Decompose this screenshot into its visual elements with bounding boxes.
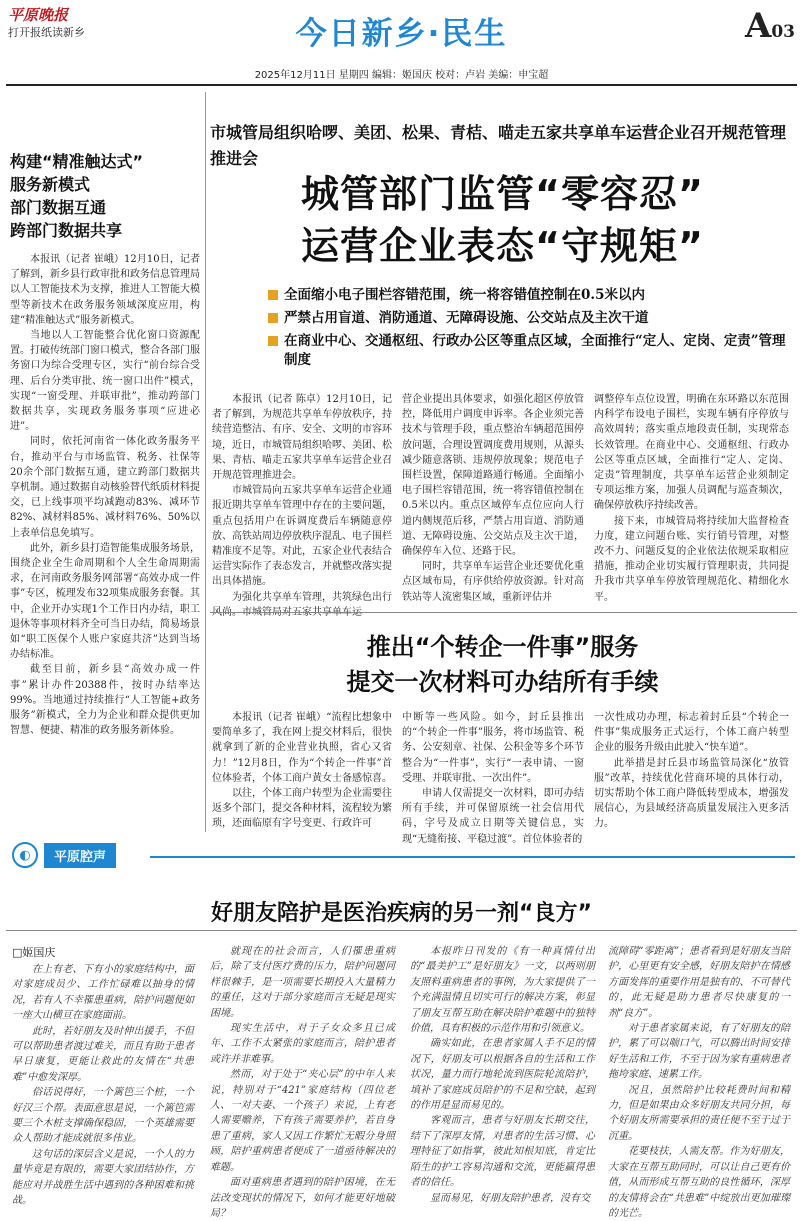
side-paragraph: 截至目前，新乡县“高效办成一件事”累计办件20388件，按时办结率达99%。当地通过持续推行“人工智能+政务服务”新模式，全力为企业和群众提供更加智慧、便捷、精准的政务服务新体验。 — [10, 664, 200, 737]
side-headline-line: 构建“精准触达式” — [10, 152, 144, 171]
side-paragraph: 当地以人工智能整合优化窗口资源配置。打破传统部门窗口模式，整合各部门服务窗口为综合受理专区，实行“前台综合受理、后台分类审批、统一窗口出件”模式，实现“一窗受理、并联审批”，推动跨部门数据共享，实现政务服务事项“应进必进”。 — [10, 330, 200, 433]
essay-paragraph: 流障碍“零距离”；患者看到是好朋友当陪护，心里更有安全感，好朋友陪护在情感方面发挥的重要作用是独有的、不可替代的，此无疑是助力患者尽快康复的一剂“良方”。 — [608, 946, 790, 1019]
essay-paragraph: 这句话的深层含义是说，一个人的力量毕竟是有限的，需要大家团结协作，方能应对并战胜生活中遇到的各种困难和挑战。 — [12, 1148, 194, 1207]
side-headline-line: 服务新模式 — [10, 175, 91, 194]
essay-paragraph: 本报昨日刊发的《有一种真情付出的“最美护工”是好朋友》一文，以两则朋友照料重病患者的事例，为大家提供了一个充满温情且切实可行的解决方案，彰显了朋友互帮互助在解决陪护难题中的独特价值，具有积极的示范作用和引领意义。 — [410, 946, 595, 1035]
second-column-3 — [594, 710, 789, 832]
essay-paragraph: 显而易见，好朋友陪护患者，没有交 — [430, 1192, 590, 1204]
square-bullet-icon — [268, 290, 278, 300]
lead-paragraph: 本报讯（记者 陈卓）12月10日，记者了解到，为规范共享单车停放秩序，持续营造整洁、有序、安全、文明的市容环境，近日，市城管局组织哈啰、美团、松果、青桔、喵走五家共享单车运营企业召开规范管理推进会。 — [212, 394, 392, 482]
lead-kicker: 市城管局组织哈啰、美团、松果、青桔、喵走五家共享单车运营企业召开规范管理推进会 — [210, 123, 787, 168]
lead-bullet — [268, 332, 788, 370]
essay-rule — [6, 930, 797, 931]
second-headline-line: 提交一次材料可办结所有手续 — [346, 668, 659, 696]
page-number — [745, 6, 795, 46]
story-divider — [210, 612, 797, 613]
second-paragraph: 中断等一些风险。如今，封丘县推出的“个转企一件事”服务，将市场监管、税务、公安刻章、社保、公积金等多个环节整合为“一件事”，实行“一表申请、一窗受理、并联审批、一次出件”。 — [402, 712, 584, 784]
essay-column-4 — [608, 944, 790, 1221]
lead-bullets — [268, 286, 788, 374]
column-divider — [205, 92, 206, 832]
second-paragraph: 申请人仅需提交一次材料，即可办结所有手续，并可保留原统一社会信用代码，字号及成立日期等关键信息，实现“无缝衔接、平稳过渡”。首位体验者的 — [402, 788, 584, 845]
lead-bullet-text: 在商业中心、交通枢纽、行政办公区等重点区域，全面推行“定人、定岗、定责”管理制度 — [284, 333, 786, 368]
lead-headline-line: 城管部门监管“零容忍” — [301, 172, 704, 216]
square-bullet-icon — [268, 313, 278, 323]
essay-paragraph: 对于患者家属来说，有了好朋友的陪护，累了可以喘口气，可以腾出时间安排好生活和工作，不至于因为家有重病患者拖垮家庭、速累工作。 — [608, 1023, 790, 1081]
essay-paragraph: 况且，虽然陪护比较耗费时间和精力，但是如果由众多好朋友共同分担，每个好朋友所需要承担的责任便不至于过于沉重。 — [608, 1084, 790, 1142]
section-title: 今日新乡·民生 — [295, 16, 508, 52]
lead-bullet — [268, 309, 788, 328]
side-paragraph: 同时，依托河南省一体化政务服务平台，推动平台与市场监管、税务、社保等20余个部门数据互通，建立跨部门数据共享机制。通过数据自动核验替代纸质材料提交，已上线事项平均减跑动83%、减环节82%、减材料85%、减材料76%、50%以上表单信息免填写。 — [10, 436, 200, 539]
column-logo-icon: ◐ — [12, 842, 38, 868]
dateline: 2025年12月11日 星期四 编辑：姬国庆 校对：卢岩 美编：申宝超 — [254, 70, 549, 81]
essay-column-1 — [12, 962, 194, 1209]
masthead-rule — [6, 84, 797, 86]
lead-paragraph: 接下来，市城管局将持续加大监督检查力度，建立问题台账、实行销号管理，对整改不力、问题反复的企业依法依规采取相应措施，推动企业切实履行管理职责，共同提升我市共享单车停放管理规范化、精细化水平。 — [594, 515, 789, 603]
second-paragraph: 以往，个体工商户转型为企业需要往返多个部门，提交各种材料，流程较为繁琐，还面临原有字号变更、行政许可 — [212, 788, 392, 830]
lead-paragraph: 调整停车点位设置，明确在东环路以东范围内科学布设电子围栏，实现车辆有序停放与高效周转；落实重点地段责任制，实现常态长效管理。在商业中心、交通枢纽、行政办公区等重点区域，全面推行“定人、定岗、定责”管理制度，共享单车运营企业须制定专项运维方案，加强人员调配与巡查频次，确保停放秩序持续改善。 — [594, 394, 789, 512]
column-tag-label: 平原腔声 — [44, 843, 116, 868]
second-paragraph: 本报讯（记者 崔峨）“流程比想象中要简单多了，我在网上提交材料后，很快就拿到了新的企业营业执照，省心又省力！”12月8日，作为“个转企一件事”首位体验者，个体工商户黄女士备感惊喜。 — [212, 712, 392, 784]
lead-headline-line: 运营企业表态“守规矩” — [301, 224, 704, 268]
essay-paragraph: 此时，若好朋友及时伸出援手，不但可以帮助患者渡过难关，而且有助于患者早日康复，更能让救此的友情在“共患难”中愈发深厚。 — [12, 1025, 194, 1083]
essay-headline: 好朋友陪护是医治疾病的另一剂“良方” — [211, 901, 592, 926]
second-paragraph: 此举措是封丘县市场监管局深化“放管服”改革，持续优化营商环境的具体行动，切实帮助个体工商户降低转型成本，增强发展信心，为县域经济高质量发展注入更多活力。 — [594, 757, 789, 830]
lead-bullet-text: 全面缩小电子围栏容错范围，统一将容错值控制在0.5米以内 — [284, 287, 645, 303]
lead-bullet-text: 严禁占用盲道、消防通道、无障碍设施、公交站点及主次干道 — [284, 310, 649, 326]
lead-column-3 — [594, 392, 789, 605]
essay-paragraph: 然而，对于处于“夹心层”的中年人来说，特别对于“421”家庭结构（四位老人、一对夫妻、一个孩子）来说，上有老人需要赡养，下有孩子需要养护，若自身患了重病，家人又因工作繁忙无暇分身照顾，陪护重病患者便成了一道亟待解决的难题。 — [210, 1069, 395, 1173]
side-paragraph: 本报讯（记者 崔峨）12月10日，记者了解到，新乡县行政审批和政务信息管理局以人工智能技术为支撑，推进人工智能大模型等新技术在政务服务领域深度应用，构建“精准触达式”服务新模式。 — [10, 254, 200, 326]
essay-column-2 — [210, 944, 395, 1221]
essay-author: □姬国庆 — [12, 946, 56, 959]
essay-paragraph: 面对重病患者遇到的陪护困境，在无法改变现状的情况下，如何才能更好地破局？ — [210, 1177, 395, 1219]
essay-paragraph: 确实如此，在患者家属人手不足的情况下，好朋友可以根据各自的生活和工作状况，量力而行地轮流到医院轮流陪护，填补了家庭成员陪护的不足和空缺，起到的作用是显而易见的。 — [410, 1038, 595, 1112]
square-bullet-icon — [268, 336, 278, 346]
lead-headline — [210, 168, 795, 272]
side-paragraph: 此外，新乡县打造智能集成服务场景，围绕企业全生命周期和个人全生命周期需求，在河南政务服务网部署“高效办成一件事”专区，梳理发布32项集成服务套餐。其中，企业开办实现1个工作日内办结，职工退休等事项材料齐全可当日办结，简易场景如“职工医保个人账户家庭共济”达到当场办结标准。 — [10, 542, 200, 661]
second-headline — [210, 630, 795, 700]
second-paragraph: 一次性成功办理，标志着封丘县“个转企一件事”集成服务正式运行，个体工商户转型企业的服务升级由此驶入“快车道”。 — [594, 712, 789, 754]
essay-paragraph: 在上有老、下有小的家庭结构中，面对家庭成员少、工作忙碌难以抽身的情况，若有人不幸罹患重病，陪护问题便如一座大山横亘在家庭面前。 — [12, 964, 194, 1022]
side-story-headline — [10, 150, 200, 242]
essay-paragraph: 现实生活中，对于子女众多且已成年、工作不太紧张的家庭而言，陪护患者或许并非难事。 — [210, 1023, 395, 1065]
paper-slogan: 打开报纸读新乡 — [8, 26, 85, 39]
essay-paragraph: 花要枝扶，人需友帮。作为好朋友，大家在互帮互助同时，可以让自己更有价值，从而形成互帮互助的良性循环，深厚的友情将会在“共患难”中绽放出更加璀璨的光芒。 — [608, 1146, 790, 1219]
second-column-1 — [212, 710, 392, 832]
column-tag — [12, 842, 116, 868]
lead-bullet — [268, 286, 788, 305]
second-column-2 — [402, 710, 584, 847]
second-headline-line: 推出“个转企一件事”服务 — [366, 633, 639, 661]
side-headline-line: 部门数据互通 — [10, 198, 107, 217]
lead-paragraph: 为强化共享单车管理，共筑绿色出行风尚。市城管局对五家共享单车运 — [212, 591, 392, 618]
lead-column-2 — [402, 392, 584, 605]
lead-paragraph: 市城管局向五家共享单车运营企业通报近期共享单车管理中存在的主要问题，重点包括用户在诉调度费后车辆随意停放、高铁站周边停放秩序混乱、电子围栏精准度不足等。对此，五家企业代表结合运营实际作了表态发言，并就整改落实提出具体措施。 — [212, 485, 392, 588]
essay-paragraph: 客观而言，患者与好朋友长期交往，结下了深厚友情，对患者的生活习惯、心理特征了如指掌，彼此知根知底，肯定比陌生的护工容易沟通和交流，更能赢得患者的信任。 — [410, 1115, 595, 1189]
side-headline-line: 跨部门数据共享 — [10, 221, 123, 240]
page-digits: 03 — [771, 22, 795, 42]
lead-paragraph: 营企业提出具体要求，如强化超区停放管控，降低用户调度申诉率。各企业须完善技术与管理手段，重点整治车辆超范围停放问题，合理设置调度费用规则，从源头减少随意落锁、违规停放现象；规范电子围栏设置，保障道路通行畅通。全面缩小电子围栏容错范围，统一将容错值控制在0.5米以内。重点区域停车点位应向人行道内侧规范后移，严禁占用盲道、消防通道、无障碍设施、公交站点及主次干道，确保停车入位、还路于民。 — [402, 394, 584, 558]
essay-column-3 — [410, 944, 595, 1206]
paper-name: 平原晚报 — [8, 6, 69, 24]
essay-paragraph: 俗话说得好，一个篱笆三个桩，一个好汉三个帮。表面意思是说，一个篱笆需要三个木桩支撑确保稳固，一个英雄需要众人帮助才能成就很多伟业。 — [12, 1087, 194, 1145]
essay-paragraph: 就现在的社会而言，人们罹患重病后，除了支付医疗费的压力，陪护问题同样很棘手，是一项需要长期投入大量精力的重任，这对于部分家庭而言无疑是现实困境。 — [210, 946, 395, 1019]
column-rule — [150, 856, 795, 858]
side-story-body — [10, 252, 200, 739]
lead-column-1 — [212, 392, 392, 620]
page-letter: A — [744, 6, 772, 46]
lead-paragraph: 同时，共享单车运营企业还要优化重点区域布局，有序供给停放资源。针对高铁站等人流密集区域，重新评估并 — [402, 561, 584, 603]
